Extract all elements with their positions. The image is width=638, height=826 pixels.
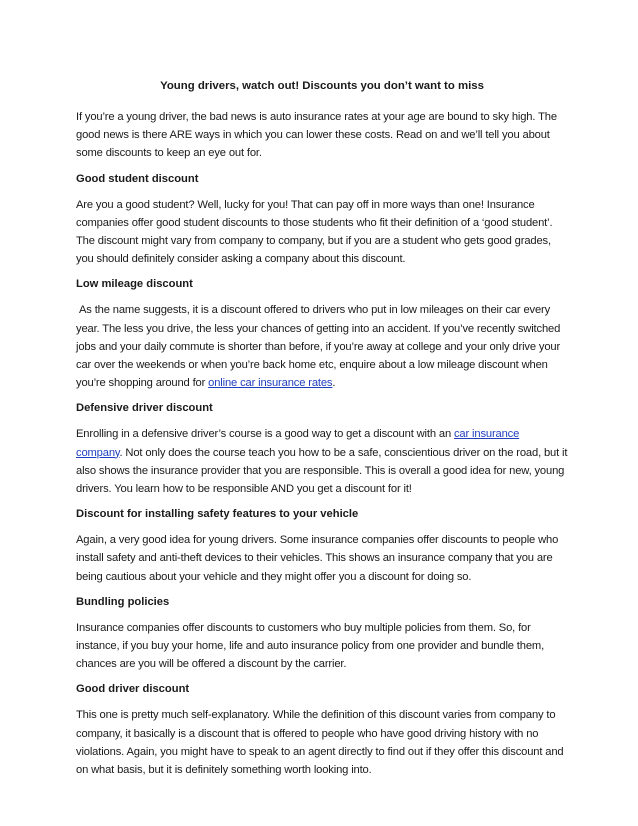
document-title: Young drivers, watch out! Discounts you don’t want to miss — [160, 80, 484, 92]
link-car-insurance-company[interactable]: car insurance company — [76, 428, 520, 459]
defensive-text-1: Enrolling in a defensive driver’s course is a good way to get a discount with an — [76, 428, 454, 441]
heading-safety-features: Discount for installing safety features to your vehicle — [76, 508, 359, 521]
low-mileage-text-2: . — [332, 377, 336, 390]
link-online-car-insurance-rates[interactable]: online car insurance rates — [208, 377, 333, 390]
paragraph-good-driver: This one is pretty much self-explanatory. While the definition of this discount varies from company to company, it basically is a discount that is offered to people who have good driving history with no violations. Again, you might have to speak to an agent directly to find out if they offer this discount and on what basis, but it is definitely something worth looking into. — [76, 709, 564, 777]
paragraph-low-mileage — [76, 301, 568, 392]
heading-defensive-driver: Defensive driver discount — [76, 402, 213, 415]
paragraph-safety-features: Again, a very good idea for young drivers. Some insurance companies offer discounts to people who install safety and anti-theft devices to their vehicles. This shows an insurance company that you are being cautious about your vehicle and they might offer you a discount for doing so. — [76, 534, 559, 583]
low-mileage-text-1: As the name suggests, it is a discount offered to drivers who put in low mileages on their car every year. The less you drive, the less your chances of getting into an accident. If you’ve recently switched jobs and your daily commute is shorter than before, if you’re away at college and your only drive your car over the weekends or when you’re back home etc, enquire about a low mileage discount when you’re shopping around for — [76, 304, 561, 390]
heading-good-student: Good student discount — [76, 172, 199, 185]
paragraph-good-student: Are you a good student? Well, lucky for you! That can pay off in more ways than one! Insurance companies offer good student discounts to those students who fit their definition of a ‘good student’. The discount might vary from company to company, but if you are a student who gets good grades, you should definitely consider asking a company about this discount. — [76, 198, 553, 266]
paragraph-bundling-policies: Insurance companies offer discounts to customers who buy multiple policies from them. So, for instance, if you buy your home, life and auto insurance policy from one provider and bundle them, chances are you will be offered a discount by the carrier. — [76, 621, 545, 671]
paragraph-defensive-driver — [76, 425, 568, 498]
heading-low-mileage: Low mileage discount — [76, 278, 193, 291]
defensive-text-2: . Not only does the course teach you how to be a safe, conscientious driver on the road, but it also shows the insurance provider that you are responsible. This is overall a good idea for new, young drivers. You learn how to be responsible AND you get a discount for it! — [76, 446, 568, 496]
intro-paragraph: If you’re a young driver, the bad news is auto insurance rates at your age are bound to sky high. The good news is there ARE ways in which you can lower these costs. Read on and we’ll tell you about some discounts to keep an eye out for. — [76, 111, 557, 160]
heading-good-driver: Good driver discount — [76, 683, 190, 696]
heading-bundling-policies: Bundling policies — [76, 595, 170, 608]
